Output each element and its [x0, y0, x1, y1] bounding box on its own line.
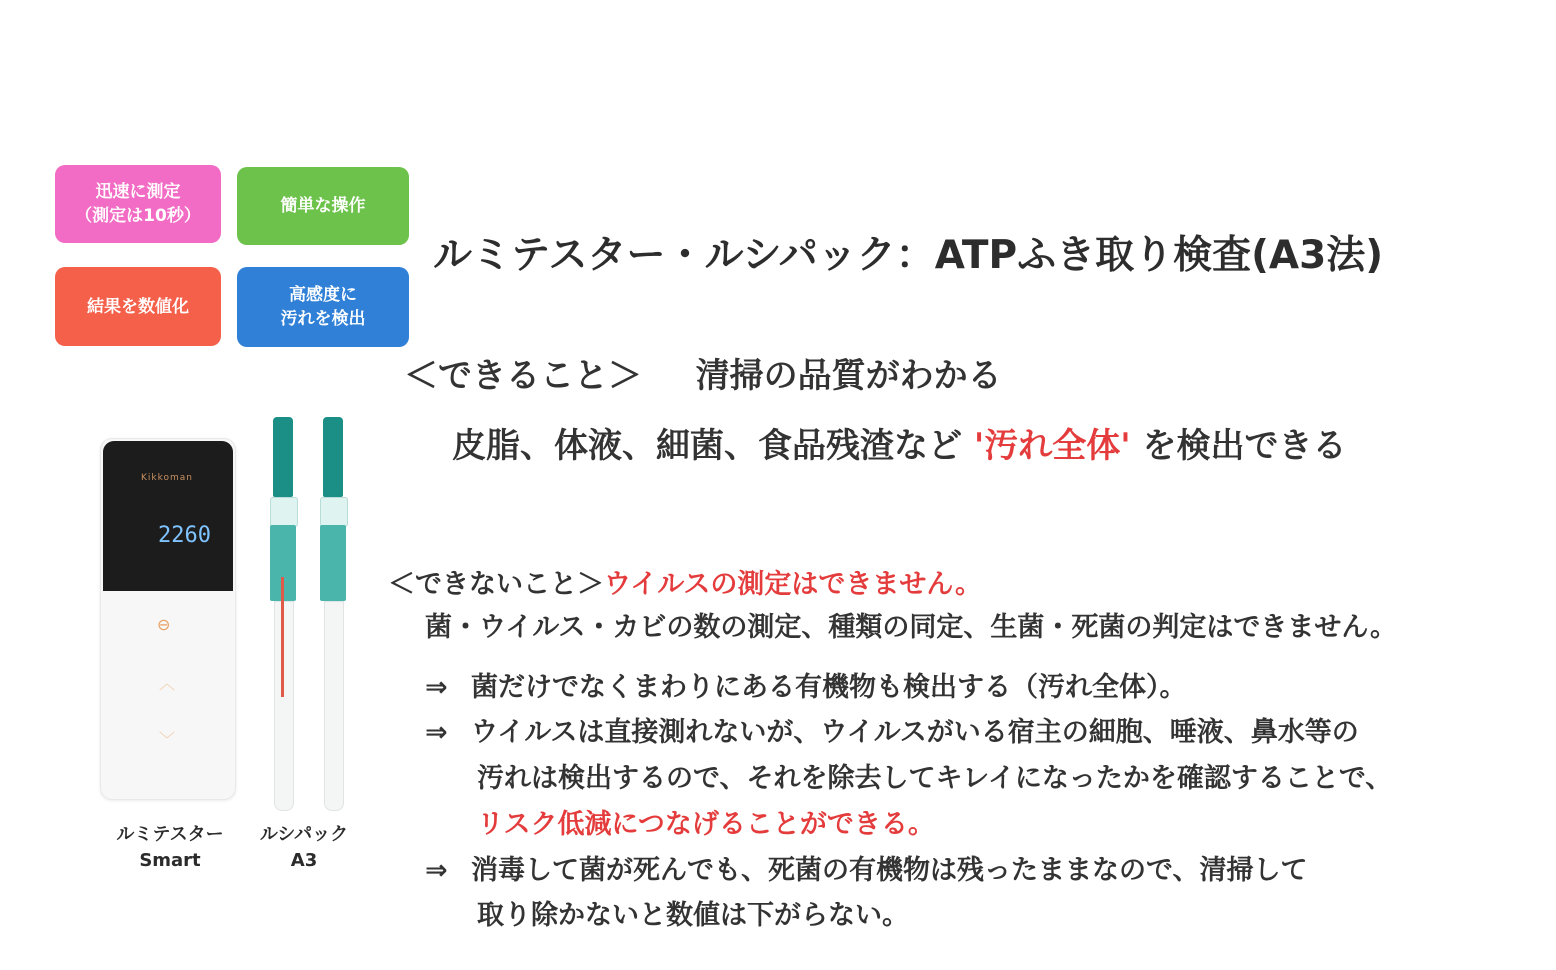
page-title: ルミテスター・ルシパック：ATPふき取り検査(A3法) — [433, 233, 1384, 278]
badge-numeric-results — [55, 267, 221, 346]
point-2-line3: リスク低減につなげることができる。 — [477, 809, 935, 840]
badge-numeric-line1: 結果を数値化 — [87, 296, 189, 317]
arrow-icon: ⇒ — [425, 855, 448, 886]
device-caption-line1: ルミテスター — [116, 824, 224, 845]
cannot-highlight: ウイルスの測定はできません。 — [604, 569, 982, 600]
swab-caption-line2: A3 — [290, 850, 318, 871]
point-3-line2: 取り除かないと数値は下がらない。 — [477, 900, 909, 931]
badge-fast-line2: （測定は10秒） — [75, 206, 201, 226]
badge-easy-line1: 簡単な操作 — [280, 196, 366, 216]
swab-caption-line1: ルシパック — [259, 824, 349, 845]
lucipac-swab-image — [270, 417, 296, 809]
cannot-detail: 菌・ウイルス・カビの数の測定、種類の同定、生菌・死菌の判定はできません。 — [425, 612, 1397, 643]
chevron-down-icon: ﹀ — [159, 730, 176, 749]
badge-easy-operation — [237, 167, 409, 245]
can-section-heading — [404, 348, 1002, 397]
badge-sensitivity-line2: 汚れを検出 — [280, 309, 366, 329]
device-screen — [103, 441, 233, 591]
device-brand-logo: Kikkoman — [141, 473, 193, 483]
cannot-heading: ＜できないこと＞ — [388, 569, 604, 600]
badge-fast-line1: 迅速に測定 — [95, 182, 181, 202]
lumitester-device-image — [100, 438, 236, 800]
point-1 — [425, 665, 1187, 704]
can-detail-before: 皮脂、体液、細菌、食品残渣など — [452, 426, 962, 466]
point-3 — [425, 848, 1307, 887]
arrow-icon: ⇒ — [425, 717, 448, 748]
lucipac-swab-image — [320, 417, 346, 809]
cannot-section-heading — [388, 562, 982, 601]
point-2 — [425, 710, 1359, 749]
point-3-line1: 消毒して菌が死んでも、死菌の有機物は残ったままなので、清掃して — [471, 855, 1308, 886]
chevron-up-icon: ︿ — [159, 674, 176, 693]
badge-sensitivity-line1: 高感度に — [289, 285, 357, 305]
can-heading: ＜できること＞ — [404, 356, 642, 396]
can-summary: 清掃の品質がわかる — [695, 356, 1002, 396]
badge-fast-measurement — [55, 165, 221, 243]
point-1-text: 菌だけでなくまわりにある有機物も検出する（汚れ全体）。 — [471, 672, 1187, 703]
arrow-icon: ⇒ — [425, 672, 448, 703]
device-caption-line2: Smart — [139, 850, 201, 871]
can-detail-highlight: '汚れ全体' — [973, 426, 1131, 466]
badge-high-sensitivity — [237, 267, 409, 347]
point-2-line2: 汚れは検出するので、それを除去してキレイになったかを確認することで、 — [477, 763, 1393, 794]
can-detail — [452, 418, 1347, 467]
swab-caption — [252, 822, 356, 874]
can-detail-after: を検出できる — [1142, 426, 1347, 466]
device-caption — [110, 822, 230, 874]
point-2-line1: ウイルスは直接測れないが、ウイルスがいる宿主の細胞、唾液、鼻水等の — [471, 717, 1359, 748]
device-reading: 2260 — [158, 523, 211, 548]
power-icon: ⊖ — [157, 615, 171, 634]
